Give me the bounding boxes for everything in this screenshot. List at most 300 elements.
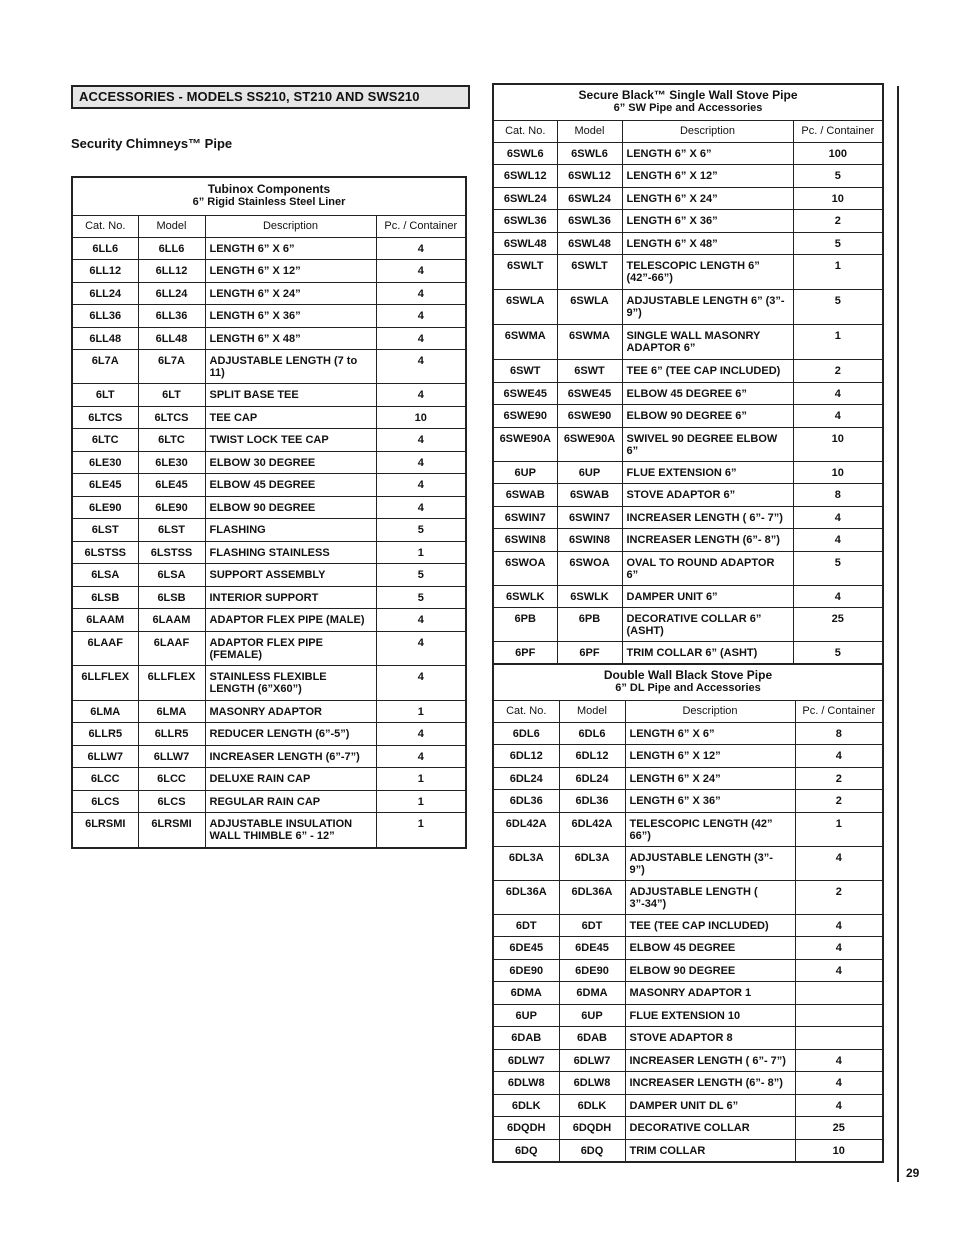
cat-no-cell: 6DLK <box>493 1094 559 1117</box>
model-cell: 6LL48 <box>138 327 205 350</box>
table-row <box>72 237 466 260</box>
cat-no-cell: 6DLW7 <box>493 1049 559 1072</box>
table-row <box>493 506 883 529</box>
table-row <box>493 529 883 552</box>
quantity-cell: 4 <box>793 585 883 608</box>
cat-no-cell: 6LLFLEX <box>72 665 138 700</box>
model-cell: 6DE90 <box>559 959 625 982</box>
quantity-cell: 8 <box>795 722 883 745</box>
cat-no-cell: 6LL36 <box>72 305 138 328</box>
description-cell: TELESCOPIC LENGTH (42” 66”) <box>625 812 795 846</box>
model-cell: 6LE30 <box>138 451 205 474</box>
cat-no-cell: 6LE30 <box>72 451 138 474</box>
quantity-cell: 10 <box>793 461 883 484</box>
quantity-cell: 1 <box>376 541 466 564</box>
description-cell: LENGTH 6” X 24” <box>622 187 793 210</box>
table-row <box>72 406 466 429</box>
description-cell: LENGTH 6” X 6” <box>625 722 795 745</box>
table-row <box>493 914 883 937</box>
model-cell: 6SWIN7 <box>557 506 622 529</box>
table-row <box>493 1094 883 1117</box>
quantity-cell: 4 <box>376 723 466 746</box>
table-row <box>493 382 883 405</box>
table-row <box>72 260 466 283</box>
quantity-cell: 10 <box>795 1139 883 1162</box>
description-cell: FLASHING STAINLESS <box>205 541 376 564</box>
cat-no-cell: 6LAAM <box>72 609 138 632</box>
model-cell: 6SWL12 <box>557 165 622 188</box>
model-cell: 6UP <box>559 1004 625 1027</box>
table-row <box>493 461 883 484</box>
cat-no-cell: 6PF <box>493 642 557 665</box>
model-cell: 6SWT <box>557 360 622 383</box>
table-subtitle: 6” DL Pipe and Accessories <box>615 682 761 695</box>
model-cell: 6DT <box>559 914 625 937</box>
margin-rule <box>897 86 899 1182</box>
description-cell: TRIM COLLAR <box>625 1139 795 1162</box>
quantity-cell: 4 <box>376 429 466 452</box>
table-row <box>72 541 466 564</box>
table-row <box>493 642 883 665</box>
cat-no-cell: 6SWL48 <box>493 232 557 255</box>
table-row <box>493 767 883 790</box>
section-title: ACCESSORIES - MODELS SS210, ST210 AND SWS210 <box>71 85 470 109</box>
description-cell: STAINLESS FLEXIBLE LENGTH (6”X60”) <box>205 665 376 700</box>
quantity-cell: 25 <box>795 1117 883 1140</box>
quantity-cell: 4 <box>376 237 466 260</box>
cat-no-cell: 6SWE90A <box>493 427 557 461</box>
quantity-cell: 1 <box>376 813 466 848</box>
description-cell: DAMPER UNIT DL 6” <box>625 1094 795 1117</box>
table-title: Tubinox Components <box>207 182 331 197</box>
quantity-cell: 1 <box>795 812 883 846</box>
table-row <box>493 290 883 325</box>
quantity-cell: 5 <box>376 586 466 609</box>
description-cell: ADJUSTABLE INSULATION WALL THIMBLE 6” - 12” <box>205 813 376 848</box>
table-row <box>493 1117 883 1140</box>
description-cell: ADJUSTABLE LENGTH 6” (3”- 9”) <box>622 290 793 325</box>
model-cell: 6LLW7 <box>138 745 205 768</box>
quantity-cell: 2 <box>793 210 883 233</box>
description-cell: DECORATIVE COLLAR <box>625 1117 795 1140</box>
table-row <box>493 427 883 461</box>
table-row <box>493 142 883 165</box>
cat-no-cell: 6LCS <box>72 790 138 813</box>
column-header: Description <box>205 215 376 237</box>
description-cell: INCREASER LENGTH ( 6”- 7”) <box>622 506 793 529</box>
table-row <box>493 937 883 960</box>
description-cell: LENGTH 6” X 36” <box>622 210 793 233</box>
table-row <box>493 846 883 880</box>
description-cell: ADJUSTABLE LENGTH (7 to 11) <box>205 350 376 384</box>
quantity-cell: 2 <box>795 790 883 813</box>
double-wall-table <box>492 663 884 1163</box>
table-subtitle: 6” Rigid Stainless Steel Liner <box>192 196 346 209</box>
description-cell: LENGTH 6” X 12” <box>622 165 793 188</box>
model-cell: 6PF <box>557 642 622 665</box>
model-cell: 6LAAF <box>138 631 205 665</box>
column-header: Description <box>622 120 793 142</box>
model-cell: 6DL42A <box>559 812 625 846</box>
cat-no-cell: 6SWL6 <box>493 142 557 165</box>
table-caption <box>493 664 883 700</box>
cat-no-cell: 6SWL36 <box>493 210 557 233</box>
table-row <box>493 722 883 745</box>
table-caption <box>72 177 466 215</box>
quantity-cell: 5 <box>376 564 466 587</box>
cat-no-cell: 6SWMA <box>493 325 557 360</box>
description-cell: TEE (TEE CAP INCLUDED) <box>625 914 795 937</box>
model-cell: 6LL6 <box>138 237 205 260</box>
quantity-cell: 8 <box>793 484 883 507</box>
description-cell: ELBOW 45 DEGREE <box>205 474 376 497</box>
description-cell: INCREASER LENGTH ( 6”- 7”) <box>625 1049 795 1072</box>
model-cell: 6DMA <box>559 982 625 1005</box>
model-cell: 6SWL24 <box>557 187 622 210</box>
cat-no-cell: 6DE45 <box>493 937 559 960</box>
cat-no-cell: 6LTCS <box>72 406 138 429</box>
quantity-cell: 4 <box>793 529 883 552</box>
model-cell: 6SWE90A <box>557 427 622 461</box>
quantity-cell: 4 <box>795 846 883 880</box>
table-row <box>72 384 466 407</box>
quantity-cell: 4 <box>376 282 466 305</box>
description-cell: SPLIT BASE TEE <box>205 384 376 407</box>
quantity-cell: 4 <box>795 914 883 937</box>
table-row <box>72 790 466 813</box>
model-cell: 6SWL36 <box>557 210 622 233</box>
cat-no-cell: 6DAB <box>493 1027 559 1050</box>
cat-no-cell: 6LRSMI <box>72 813 138 848</box>
quantity-cell: 10 <box>793 187 883 210</box>
description-cell: SWIVEL 90 DEGREE ELBOW 6” <box>622 427 793 461</box>
quantity-cell: 1 <box>376 790 466 813</box>
table-row <box>72 451 466 474</box>
description-cell: LENGTH 6” X 48” <box>205 327 376 350</box>
table-row <box>72 350 466 384</box>
model-cell: 6LL36 <box>138 305 205 328</box>
table-row <box>493 880 883 914</box>
table-row <box>493 255 883 290</box>
model-cell: 6DQ <box>559 1139 625 1162</box>
model-cell: 6LTC <box>138 429 205 452</box>
quantity-cell: 4 <box>793 405 883 428</box>
model-cell: 6DL36A <box>559 880 625 914</box>
cat-no-cell: 6LE90 <box>72 496 138 519</box>
model-cell: 6DL6 <box>559 722 625 745</box>
model-cell: 6LTCS <box>138 406 205 429</box>
quantity-cell: 4 <box>795 1049 883 1072</box>
table-row <box>72 631 466 665</box>
table-row <box>493 745 883 768</box>
model-cell: 6LSTSS <box>138 541 205 564</box>
description-cell: ELBOW 90 DEGREE 6” <box>622 405 793 428</box>
model-cell: 6LSB <box>138 586 205 609</box>
description-cell: INCREASER LENGTH (6”- 8”) <box>622 529 793 552</box>
description-cell: LENGTH 6” X 12” <box>625 745 795 768</box>
subheading: Security Chimneys™ Pipe <box>71 136 233 151</box>
cat-no-cell: 6DL6 <box>493 722 559 745</box>
model-cell: 6DLW7 <box>559 1049 625 1072</box>
quantity-cell: 4 <box>376 665 466 700</box>
table-row <box>493 790 883 813</box>
description-cell: LENGTH 6” X 24” <box>205 282 376 305</box>
column-header: Model <box>559 700 625 722</box>
quantity-cell: 5 <box>793 642 883 665</box>
description-cell: LENGTH 6” X 36” <box>205 305 376 328</box>
quantity-cell: 4 <box>376 350 466 384</box>
cat-no-cell: 6SWLK <box>493 585 557 608</box>
quantity-cell: 4 <box>795 959 883 982</box>
model-cell: 6SWLT <box>557 255 622 290</box>
model-cell: 6SWL48 <box>557 232 622 255</box>
model-cell: 6DLW8 <box>559 1072 625 1095</box>
description-cell: ADJUSTABLE LENGTH ( 3”-34”) <box>625 880 795 914</box>
model-cell: 6LE90 <box>138 496 205 519</box>
description-cell: TWIST LOCK TEE CAP <box>205 429 376 452</box>
quantity-cell: 1 <box>376 768 466 791</box>
cat-no-cell: 6SWIN7 <box>493 506 557 529</box>
description-cell: ELBOW 90 DEGREE <box>205 496 376 519</box>
description-cell: ELBOW 45 DEGREE <box>625 937 795 960</box>
cat-no-cell: 6LSTSS <box>72 541 138 564</box>
single-wall-table <box>492 83 884 665</box>
table-row <box>493 405 883 428</box>
model-cell: 6SWMA <box>557 325 622 360</box>
cat-no-cell: 6SWLT <box>493 255 557 290</box>
description-cell: LENGTH 6” X 6” <box>205 237 376 260</box>
model-cell: 6LCC <box>138 768 205 791</box>
table-row <box>493 551 883 585</box>
cat-no-cell: 6LCC <box>72 768 138 791</box>
table-row <box>493 1072 883 1095</box>
table-row <box>72 745 466 768</box>
model-cell: 6LCS <box>138 790 205 813</box>
quantity-cell: 2 <box>795 880 883 914</box>
description-cell: LENGTH 6” X 36” <box>625 790 795 813</box>
model-cell: 6UP <box>557 461 622 484</box>
cat-no-cell: 6DL42A <box>493 812 559 846</box>
description-cell: LENGTH 6” X 24” <box>625 767 795 790</box>
description-cell: FLASHING <box>205 519 376 542</box>
cat-no-cell: 6DQDH <box>493 1117 559 1140</box>
cat-no-cell: 6DE90 <box>493 959 559 982</box>
description-cell: MASONRY ADAPTOR <box>205 700 376 723</box>
cat-no-cell: 6SWT <box>493 360 557 383</box>
quantity-cell: 4 <box>376 384 466 407</box>
table-row <box>72 327 466 350</box>
description-cell: FLUE EXTENSION 10 <box>625 1004 795 1027</box>
table-row <box>493 959 883 982</box>
description-cell: DECORATIVE COLLAR 6” (ASHT) <box>622 608 793 642</box>
quantity-cell: 25 <box>793 608 883 642</box>
column-header: Description <box>625 700 795 722</box>
model-cell: 6SWAB <box>557 484 622 507</box>
description-cell: INCREASER LENGTH (6”- 8”) <box>625 1072 795 1095</box>
model-cell: 6DL12 <box>559 745 625 768</box>
quantity-cell: 4 <box>376 496 466 519</box>
table-row <box>493 585 883 608</box>
model-cell: 6SWOA <box>557 551 622 585</box>
cat-no-cell: 6LT <box>72 384 138 407</box>
quantity-cell: 5 <box>793 551 883 585</box>
table-row <box>493 1004 883 1027</box>
cat-no-cell: 6LLW7 <box>72 745 138 768</box>
model-cell: 6LL24 <box>138 282 205 305</box>
cat-no-cell: 6PB <box>493 608 557 642</box>
description-cell: LENGTH 6” X 12” <box>205 260 376 283</box>
model-cell: 6PB <box>557 608 622 642</box>
table-row <box>72 813 466 848</box>
table-row <box>493 982 883 1005</box>
model-cell: 6LMA <box>138 700 205 723</box>
quantity-cell: 4 <box>793 382 883 405</box>
table-row <box>72 564 466 587</box>
model-cell: 6LSA <box>138 564 205 587</box>
quantity-cell: 4 <box>376 474 466 497</box>
description-cell: REGULAR RAIN CAP <box>205 790 376 813</box>
quantity-cell: 4 <box>793 506 883 529</box>
description-cell: DELUXE RAIN CAP <box>205 768 376 791</box>
quantity-cell: 4 <box>376 609 466 632</box>
cat-no-cell: 6DLW8 <box>493 1072 559 1095</box>
column-header: Cat. No. <box>72 215 138 237</box>
table-title: Double Wall Black Stove Pipe <box>603 668 773 683</box>
table-row <box>493 210 883 233</box>
cat-no-cell: 6SWLA <box>493 290 557 325</box>
description-cell: TRIM COLLAR 6” (ASHT) <box>622 642 793 665</box>
cat-no-cell: 6SWE90 <box>493 405 557 428</box>
table-row <box>493 1027 883 1050</box>
description-cell: ELBOW 45 DEGREE 6” <box>622 382 793 405</box>
quantity-cell: 5 <box>793 232 883 255</box>
cat-no-cell: 6DL36A <box>493 880 559 914</box>
quantity-cell <box>795 1027 883 1050</box>
cat-no-cell: 6LL24 <box>72 282 138 305</box>
model-cell: 6SWIN8 <box>557 529 622 552</box>
model-cell: 6DL3A <box>559 846 625 880</box>
model-cell: 6LE45 <box>138 474 205 497</box>
column-header-row <box>72 215 466 237</box>
description-cell: LENGTH 6” X 48” <box>622 232 793 255</box>
model-cell: 6DE45 <box>559 937 625 960</box>
model-cell: 6DLK <box>559 1094 625 1117</box>
column-header: Pc. / Container <box>793 120 883 142</box>
cat-no-cell: 6LTC <box>72 429 138 452</box>
quantity-cell: 4 <box>376 631 466 665</box>
quantity-cell: 10 <box>376 406 466 429</box>
cat-no-cell: 6LMA <box>72 700 138 723</box>
model-cell: 6LRSMI <box>138 813 205 848</box>
model-cell: 6LLFLEX <box>138 665 205 700</box>
description-cell: TEE 6” (TEE CAP INCLUDED) <box>622 360 793 383</box>
description-cell: INCREASER LENGTH (6”-7”) <box>205 745 376 768</box>
column-header: Model <box>557 120 622 142</box>
description-cell: STOVE ADAPTOR 8 <box>625 1027 795 1050</box>
quantity-cell: 10 <box>793 427 883 461</box>
cat-no-cell: 6LL12 <box>72 260 138 283</box>
table-row <box>493 325 883 360</box>
model-cell: 6L7A <box>138 350 205 384</box>
table-row <box>493 1139 883 1162</box>
column-header-row <box>493 700 883 722</box>
table-row <box>493 165 883 188</box>
cat-no-cell: 6DL12 <box>493 745 559 768</box>
table-row <box>72 665 466 700</box>
quantity-cell: 5 <box>376 519 466 542</box>
tubinox-table <box>71 176 467 849</box>
description-cell: ELBOW 30 DEGREE <box>205 451 376 474</box>
table-subtitle: 6” SW Pipe and Accessories <box>613 102 763 115</box>
cat-no-cell: 6UP <box>493 1004 559 1027</box>
model-cell: 6DL24 <box>559 767 625 790</box>
table-row <box>72 723 466 746</box>
column-header: Cat. No. <box>493 700 559 722</box>
table-row <box>72 429 466 452</box>
description-cell: SINGLE WALL MASONRY ADAPTOR 6” <box>622 325 793 360</box>
model-cell: 6LAAM <box>138 609 205 632</box>
table-row <box>72 496 466 519</box>
quantity-cell: 4 <box>795 1094 883 1117</box>
description-cell: FLUE EXTENSION 6” <box>622 461 793 484</box>
column-header-row <box>493 120 883 142</box>
cat-no-cell: 6LL6 <box>72 237 138 260</box>
description-cell: INTERIOR SUPPORT <box>205 586 376 609</box>
model-cell: 6SWE90 <box>557 405 622 428</box>
table-row <box>72 282 466 305</box>
cat-no-cell: 6LE45 <box>72 474 138 497</box>
table-title: Secure Black™ Single Wall Stove Pipe <box>578 88 798 103</box>
model-cell: 6SWLA <box>557 290 622 325</box>
cat-no-cell: 6LSB <box>72 586 138 609</box>
table-row <box>493 1049 883 1072</box>
model-cell: 6DAB <box>559 1027 625 1050</box>
table-row <box>493 608 883 642</box>
description-cell: ELBOW 90 DEGREE <box>625 959 795 982</box>
quantity-cell: 2 <box>793 360 883 383</box>
description-cell: DAMPER UNIT 6” <box>622 585 793 608</box>
model-cell: 6DL36 <box>559 790 625 813</box>
table-row <box>72 305 466 328</box>
quantity-cell: 2 <box>795 767 883 790</box>
table-row <box>493 812 883 846</box>
table-row <box>493 232 883 255</box>
table-row <box>72 609 466 632</box>
cat-no-cell: 6SWL24 <box>493 187 557 210</box>
quantity-cell: 4 <box>376 305 466 328</box>
model-cell: 6LL12 <box>138 260 205 283</box>
description-cell: LENGTH 6” X 6” <box>622 142 793 165</box>
table-row <box>72 768 466 791</box>
model-cell: 6LT <box>138 384 205 407</box>
cat-no-cell: 6LST <box>72 519 138 542</box>
description-cell: ADJUSTABLE LENGTH (3”- 9”) <box>625 846 795 880</box>
model-cell: 6DQDH <box>559 1117 625 1140</box>
cat-no-cell: 6DL3A <box>493 846 559 880</box>
description-cell: TELESCOPIC LENGTH 6” (42”-66”) <box>622 255 793 290</box>
column-header: Model <box>138 215 205 237</box>
model-cell: 6SWLK <box>557 585 622 608</box>
cat-no-cell: 6SWE45 <box>493 382 557 405</box>
cat-no-cell: 6DL24 <box>493 767 559 790</box>
column-header: Pc. / Container <box>795 700 883 722</box>
description-cell: OVAL TO ROUND ADAPTOR 6” <box>622 551 793 585</box>
cat-no-cell: 6LSA <box>72 564 138 587</box>
model-cell: 6SWL6 <box>557 142 622 165</box>
cat-no-cell: 6UP <box>493 461 557 484</box>
cat-no-cell: 6LAAF <box>72 631 138 665</box>
quantity-cell: 4 <box>795 745 883 768</box>
